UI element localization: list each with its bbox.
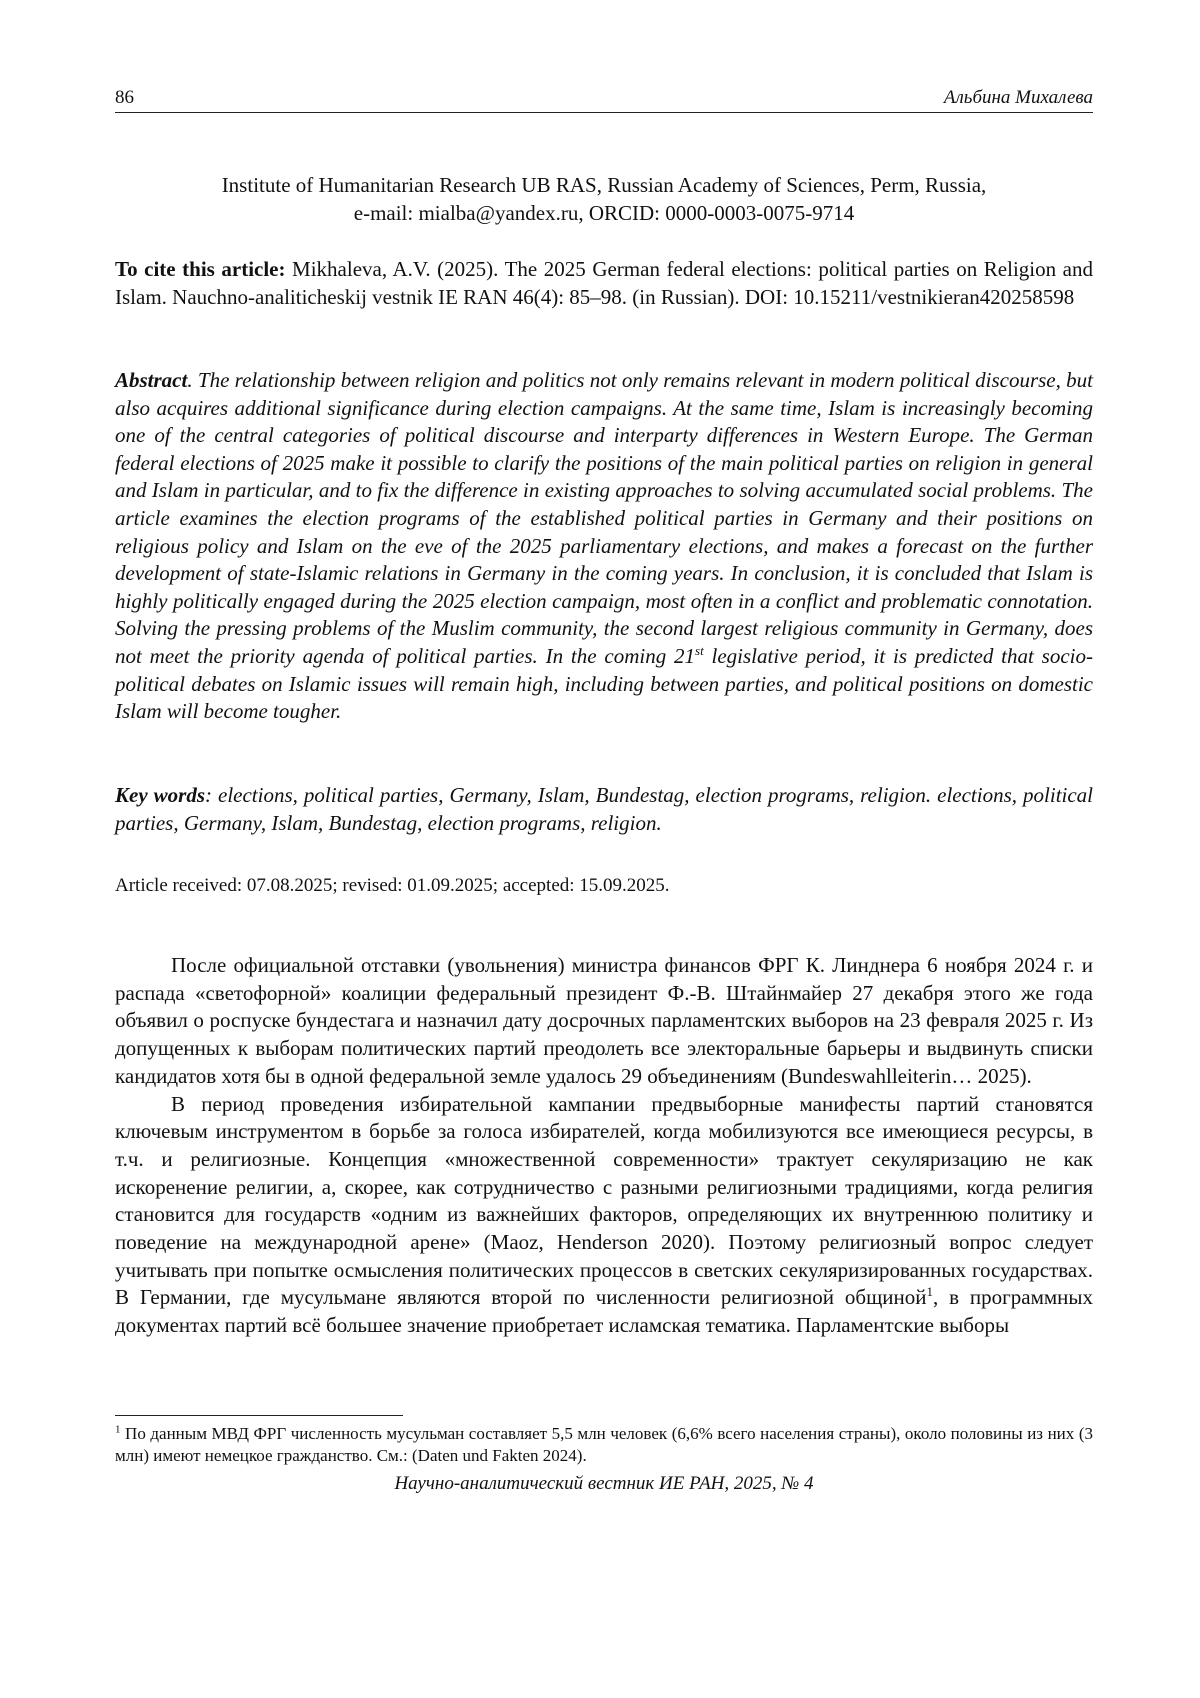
page-number: 86 — [115, 87, 134, 108]
footnote-divider — [115, 1415, 403, 1416]
article-dates: Article received: 07.08.2025; revised: 01.09.2025; accepted: 15.09.2025. — [115, 875, 670, 896]
body-text-end: , в программных документах партий всё большее значение приобретает исламская тематика. Парламентские выборы — [115, 1285, 1094, 1338]
journal-footer: Научно-аналитический вестник ИЕ РАН, 2025, № 4 — [394, 1473, 814, 1494]
footnote-reference[interactable]: 1 — [926, 1284, 933, 1300]
ordinal-superscript: st — [695, 642, 704, 658]
affiliation-contact: e-mail: mialba@yandex.ru, ORCID: 0000-0003-0075-9714 — [353, 200, 855, 225]
abstract-label: Abstract — [115, 368, 188, 392]
running-header — [115, 86, 1093, 113]
keywords-text: : elections, political parties, Germany, Islam, Bundestag, election programs, religion. elections, political parties, Germany, Islam, Bundestag, election programs, religion. — [115, 783, 1094, 835]
article-body — [115, 952, 1093, 1340]
citation-label: To cite this article: — [115, 257, 286, 281]
journal-page — [115, 0, 1093, 1698]
abstract-text: . The relationship between religion and politics not only remains relevant in modern political discourse, but also acquires additional significance during election campaigns. At the same time, Islam is increasingly becoming one of the central categories of political discourse and interparty differences in Western Europe. The German federal elections of 2025 make it possible to clarify the positions of the main political parties on religion in general and Islam in particular, and to fix the difference in existing approaches to solving accumulated social problems. The article examines the election programs of the established political parties in Germany and their positions on religious policy and Islam on the eve of the 2025 parliamentary elections, and makes a forecast on the further development of state-Islamic relations in Germany in the coming years. In conclusion, it is concluded that Islam is highly politically engaged during the 2025 election campaign, most often in a conflict and problematic connotation. Solving the pressing problems of the Muslim community, the second largest religious community in Germany, does not meet the priority agenda of political parties. In the coming 21 — [115, 368, 1093, 668]
keywords-label: Key words — [115, 783, 206, 807]
abstract-block — [115, 367, 1093, 726]
body-paragraph — [115, 1091, 1093, 1340]
citation-text: Mikhaleva, A.V. (2025). The 2025 German federal elections: political parties on Religion and Islam. Nauchno-analiticheskij vestnik IE RAN 46(4): 85–98. (in Russian). DOI: 10.15211/vestnikieran420258598 — [115, 257, 1093, 309]
body-text: В период проведения избирательной кампании предвыборные манифесты партий становятся ключевым инструментом в борьбе за голоса избирателей, когда мобилизуются все имеющиеся ресурсы, в т.ч. и религиозные. Концепция «множественной современности» трактует секуляризацию не как искоренение религии, а, скорее, как сотрудничество с разными религиозными традициями, когда религия становится для государств «одним из важнейших факторов, определяющих их внутреннюю политику и поведение на международной арене» (Maoz, Henderson 2020). Поэтому религиозный вопрос следует учитывать при попытке осмысления политических процессов в светских секуляризированных государствах. В Германии, где мусульмане являются второй по численности религиозной общиной — [115, 1091, 1093, 1310]
body-paragraph: После официальной отставки (увольнения) министра финансов ФРГ К. Линднера 6 ноября 2024 г. и распада «светофорной» коалиции федеральный президент Ф.-В. Штайнмайер 27 декабря этого же года объявил о роспуске бундестага и назначил дату досрочных парламентских выборов на 23 февраля 2025 г. Из допущенных к выборам политических партий преодолеть все электоральные барьеры и выдвинуть списки кандидатов хотя бы в одной федеральной земле удалось 29 объединениям (Bundeswahlleiterin… 2025). — [115, 953, 1093, 1088]
affiliation-line: Institute of Humanitarian Research UB RAS, Russian Academy of Sciences, Perm, Russia, — [221, 173, 987, 197]
footnote-text: По данным МВД ФРГ численность мусульман составляет 5,5 млн человек (6,6% всего населения страны), около половины из них (3 млн) имеют немецкое гражданство. См.: (Daten und Fakten 2024). — [115, 1424, 1093, 1465]
abstract-text-end: legislative period, it is predicted that socio-political debates on Islamic issues will remain high, including between parties, and political positions on domestic Islam will become tougher. — [115, 643, 1093, 724]
header-author: Альбина Михалева — [943, 87, 1093, 108]
footnote — [115, 1423, 1093, 1467]
footnote-number: 1 — [115, 1423, 121, 1436]
author-affiliation — [115, 172, 1093, 227]
citation-block — [115, 256, 1093, 311]
keywords-block — [115, 782, 1093, 837]
